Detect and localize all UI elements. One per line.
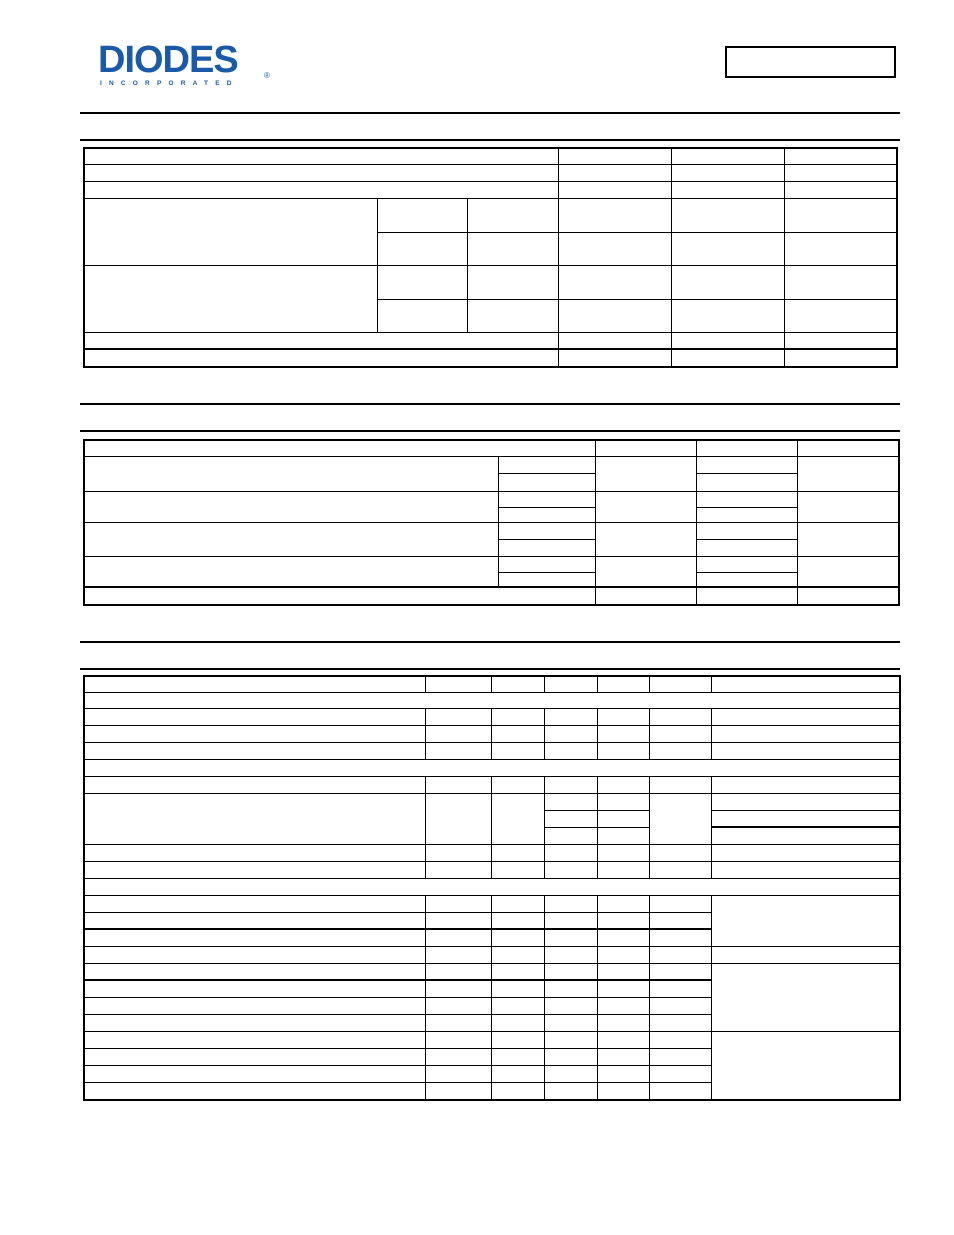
section1-rule-bottom (80, 139, 900, 141)
table-row (84, 440, 899, 456)
registered-mark: ® (264, 71, 270, 80)
table-group-row (84, 692, 900, 708)
logo-wordmark: DIODES (98, 39, 238, 81)
table-row (84, 332, 897, 349)
table-row (84, 844, 900, 861)
table-row (84, 742, 900, 759)
table-row (84, 776, 900, 793)
section1-rule-top (80, 112, 900, 114)
table-maximum-ratings (83, 147, 898, 368)
table-row (84, 725, 900, 742)
section2-rule-bottom (80, 430, 900, 432)
table-electrical-characteristics (83, 675, 901, 1101)
section3-rule-bottom (80, 668, 900, 670)
table-row (84, 556, 899, 572)
table-row (84, 793, 900, 810)
table-row (84, 522, 899, 539)
table-row (84, 861, 900, 878)
table-row (84, 963, 900, 980)
table-row (84, 181, 897, 198)
table-row (84, 265, 897, 299)
section2-rule-top (80, 403, 900, 405)
table-thermal-characteristics (83, 439, 900, 606)
logo-subtext: INCORPORATED (100, 80, 239, 87)
table-group-row (84, 878, 900, 895)
diodes-logo (98, 39, 274, 90)
table-row (84, 1031, 900, 1048)
table-row (84, 198, 897, 232)
table-row (84, 895, 900, 912)
table-row (84, 349, 897, 367)
table-row (84, 587, 899, 605)
section3-rule-top (80, 641, 900, 643)
table-row (84, 456, 899, 473)
table-header-row (84, 676, 900, 692)
table-row (84, 946, 900, 963)
table-row (84, 164, 897, 181)
table-row (84, 491, 899, 507)
table-group-row (84, 759, 900, 776)
part-number-box (725, 46, 896, 78)
table-row (84, 708, 900, 725)
table-row (84, 148, 897, 164)
